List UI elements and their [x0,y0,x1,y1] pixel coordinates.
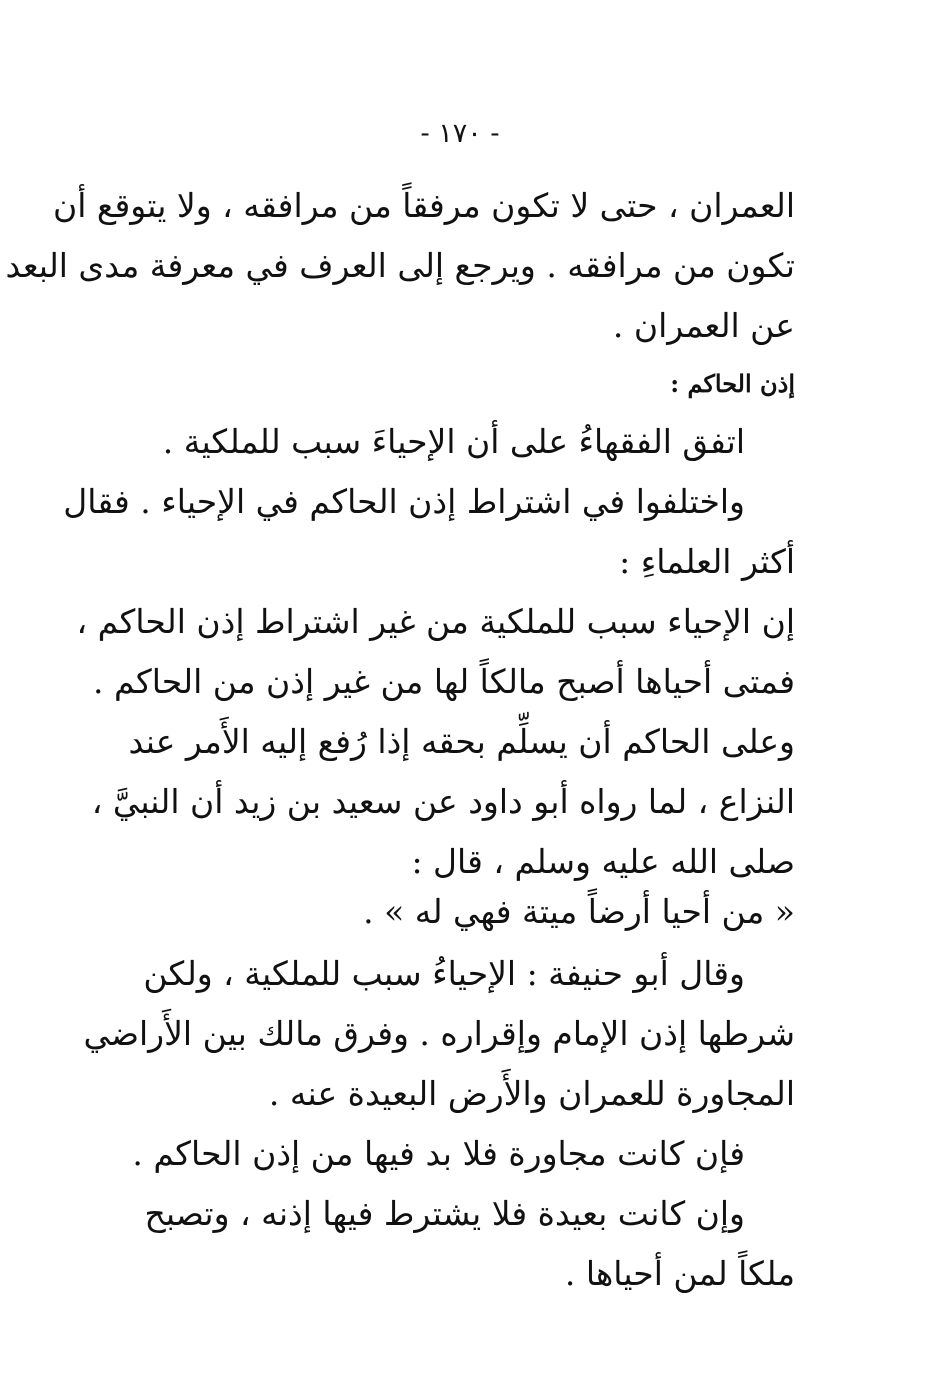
paragraph-5 [83,944,795,1124]
text-line: وقال أبو حنيفة : الإحياءُ سبب للملكية ، ولكن [143,954,745,993]
text-line: العمران ، حتى لا تكون مرفقاً من مرافقه ، ولا يتوقع أن [52,186,795,225]
paragraph-6 [125,1124,795,1184]
text-line: النزاع ، لما رواه أبو داود عن سعيد بن زيد أن النبيَّ ، [91,782,795,821]
page-number: - ١٧٠ - [420,118,500,149]
text-line: ملكاً لمن أحياها . [564,1254,795,1293]
text-line: وعلى الحاكم أن يسلِّم بحقه إذا رُفع إليه الأَمر عند [128,722,795,761]
text-line: فإن كانت مجاورة فلا بد فيها من إذن الحاكم . [132,1134,745,1173]
text-line: اتفق الفقهاءُ على أن الإحياءَ سبب للملكية . [162,422,745,461]
paragraph-1 [5,176,795,356]
text-line: إن الإحياء سبب للملكية من غير اشتراط إذن الحاكم ، [76,602,795,641]
text-line: واختلفوا في اشتراط إذن الحاكم في الإحياء . فقال [63,482,745,521]
paragraph-2 [125,412,795,472]
text-line: تكون من مرافقه . ويرجع إلى العرف في معرفة مدى البعد [5,246,795,285]
text-line: أكثر العلماءِ : [619,542,795,581]
text-line: عن العمران . [612,306,795,345]
text-line: صلى الله عليه وسلم ، قال : [411,842,795,881]
text-line: المجاورة للعمران والأَرض البعيدة عنه . [268,1074,795,1113]
hadith-quote [125,882,795,942]
section-heading: إذن الحاكم : [670,369,795,398]
paragraph-4 [76,592,795,892]
text-line: شرطها إذن الإمام وإقراره . وفرق مالك بين الأَراضي [83,1014,795,1053]
paragraph-3 [63,472,795,592]
paragraph-7 [125,1184,795,1304]
text-line: فمتى أحياها أصبح مالكاً لها من غير إذن من الحاكم . [93,662,795,701]
text-line: وإن كانت بعيدة فلا يشترط فيها إذنه ، وتصبح [144,1194,745,1233]
quote-line: « من أحيا أرضاً ميتة فهي له » . [363,892,795,931]
